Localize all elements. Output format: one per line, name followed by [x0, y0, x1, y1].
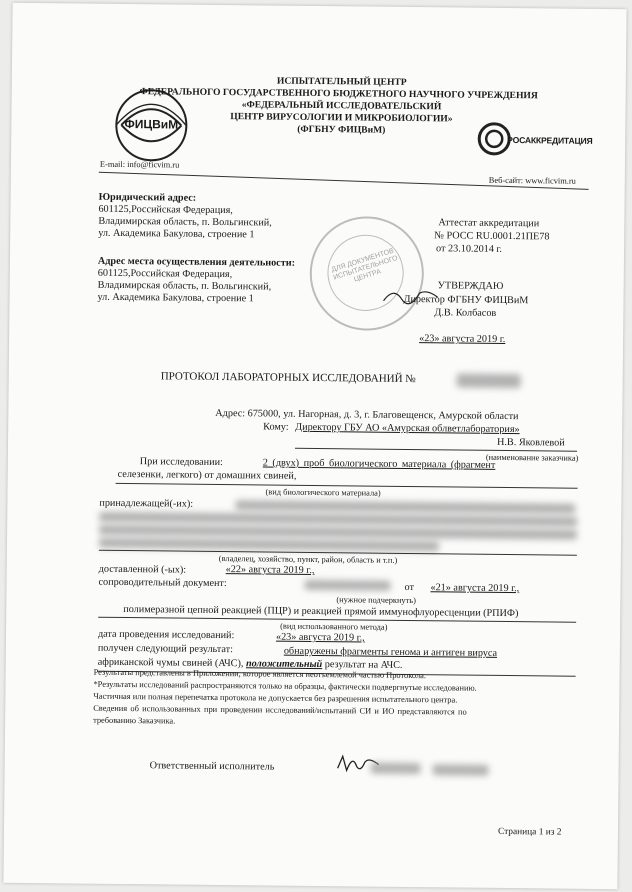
note-line: *Результаты исследований распространяются только на образцы, фактически подвергнутые исследованию. [93, 679, 477, 693]
doc-number-redacted [304, 580, 390, 591]
header-line-3: «ФЕДЕРАЛЬНЫЙ ИССЛЕДОВАТЕЛЬСКИЙ [241, 99, 442, 113]
activity-address-line: Владимирская область, п. Вольгинский, [97, 279, 272, 293]
website: Веб-сайт: www.ficvim.ru [488, 175, 576, 186]
research-label: При исследовании: [139, 456, 223, 469]
delivered-date: «22» августа 2019 г., [225, 564, 315, 577]
stamp-center-text: ДЛЯ ДОКУМЕНТОВ ИСПЫТАТЕЛЬНОГО ЦЕНТРА [330, 247, 399, 284]
rosakkreditatsiya-label: РОСАККРЕДИТАЦИЯ [507, 134, 593, 146]
executor-name-redacted [433, 764, 489, 776]
owner-redacted [235, 500, 575, 514]
method-caption: (вид использованного метода) [280, 621, 388, 632]
legal-address-line: 601125,Российская Федерация, [98, 203, 233, 217]
director-signature [381, 285, 441, 308]
customer-address: Адрес: 675000, ул. Нагорная, д. 3, г. Благовещенск, Амурской области [215, 407, 519, 423]
protocol-number-redacted [457, 373, 521, 388]
accreditation-title: Аттестат аккредитации [438, 217, 540, 230]
logo-text: ФИЦВиМ [124, 116, 179, 132]
result-disease: африканской чумы свиней (АЧС), [97, 656, 244, 670]
protocol-title: ПРОТОКОЛ ЛАБОРАТОРНЫХ ИССЛЕДОВАНИЙ № [160, 370, 416, 386]
method: полимеразной цепной реакцией (ПЦР) и реакцией прямой иммунофлуоресценции (РПИФ) [123, 604, 519, 620]
executor-name-redacted [371, 763, 421, 775]
activity-address-line: 601125,Российская Федерация, [97, 267, 233, 281]
underline-caption: (нужное подчеркнуть) [336, 595, 416, 606]
activity-address-title: Адрес места осуществления деятельности: [97, 255, 296, 269]
rosakkreditatsiya-logo [477, 122, 593, 157]
doc-date: «21» августа 2019 г., [430, 582, 520, 595]
result-positive: положительный [245, 658, 323, 671]
date-value: «23» августа 2019 г., [275, 631, 365, 644]
doc-label: сопроводительный документ: [98, 576, 227, 590]
delivered-label: доставленной (-ых): [98, 563, 187, 576]
to-label: Кому: [263, 421, 289, 433]
legal-address-line: Владимирская область, п. Вольгинский, [98, 215, 272, 229]
date-label: дата проведения исследований: [97, 628, 235, 642]
note-line: Результаты представлены в Приложении, которое является неотъемлемой частью Протокола. [93, 667, 427, 681]
owner-label: принадлежащей(-их): [99, 497, 194, 510]
note-line: Частичная или полная перепечатка протокола не допускается без разрешения испытательного центра. [93, 691, 458, 705]
owner-redacted [99, 512, 577, 527]
legal-address-title: Юридический адрес: [98, 191, 197, 204]
doc-from: от [404, 581, 415, 594]
result-label: получен следующий результат: [97, 642, 233, 656]
responsible-label: Ответственный исполнитель [149, 760, 275, 773]
to-name: Н.В. Яковлевой [496, 436, 565, 449]
document-page [3, 3, 626, 889]
note-line: требованию Заказчика. [93, 715, 176, 726]
email: E-mail: info@ficvim.ru [99, 159, 180, 170]
header-line-1: ИСПЫТАТЕЛЬНЫЙ ЦЕНТР [276, 75, 407, 88]
owner-caption: (владелец, хозяйство, пункт, район, область и т.п.) [218, 553, 398, 565]
activity-address-line: ул. Академика Бакулова, строение 1 [97, 291, 254, 305]
owner-redacted [99, 538, 439, 552]
note-line: Сведения об использованных при проведении исследований/испытаний СИ и ИО представляются по [93, 703, 467, 717]
owner-redacted [99, 525, 577, 540]
approve-name: Д.В. Колбасов [434, 307, 497, 319]
material-caption: (вид биологического материала) [265, 487, 381, 498]
organization-stamp [295, 202, 438, 345]
result-line-1: обнаружены фрагменты генома и антиген вируса [283, 645, 498, 659]
research-line-2: селезенки, легкого) от домашних свиней, [117, 468, 297, 482]
header-line-4: ЦЕНТР ВИРУСОЛОГИИ И МИКРОБИОЛОГИИ» [230, 111, 453, 125]
to-value: Директору ГБУ АО «Амурская облветлаборатория» [295, 421, 520, 436]
approve-label: УТВЕРЖДАЮ [437, 280, 504, 292]
header-line-5: (ФГБНУ ФИЦВиМ) [297, 123, 386, 136]
customer-caption: (наименование заказчика) [485, 452, 579, 463]
ficvim-logo [113, 87, 190, 164]
research-line-1: 2 (двух) проб биологического материала (фрагмент [262, 457, 496, 471]
approve-date: «23» августа 2019 г. [419, 333, 506, 345]
result-suffix: результат на АЧС. [324, 659, 403, 671]
accreditation-date: от 23.10.2014 г. [436, 243, 503, 255]
page-number: Страница 1 из 2 [497, 826, 562, 838]
accreditation-number: № РОСС RU.0001.21ПЕ78 [434, 230, 550, 243]
approve-director: Директор ФГБНУ ФИЦВиМ [403, 293, 529, 307]
legal-address-line: ул. Академика Бакулова, строение 1 [98, 227, 255, 241]
header-line-2: ФЕДЕРАЛЬНОГО ГОСУДАРСТВЕННОГО БЮДЖЕТНОГО НАУЧНОГО УЧРЕЖДЕНИЯ [139, 86, 538, 102]
